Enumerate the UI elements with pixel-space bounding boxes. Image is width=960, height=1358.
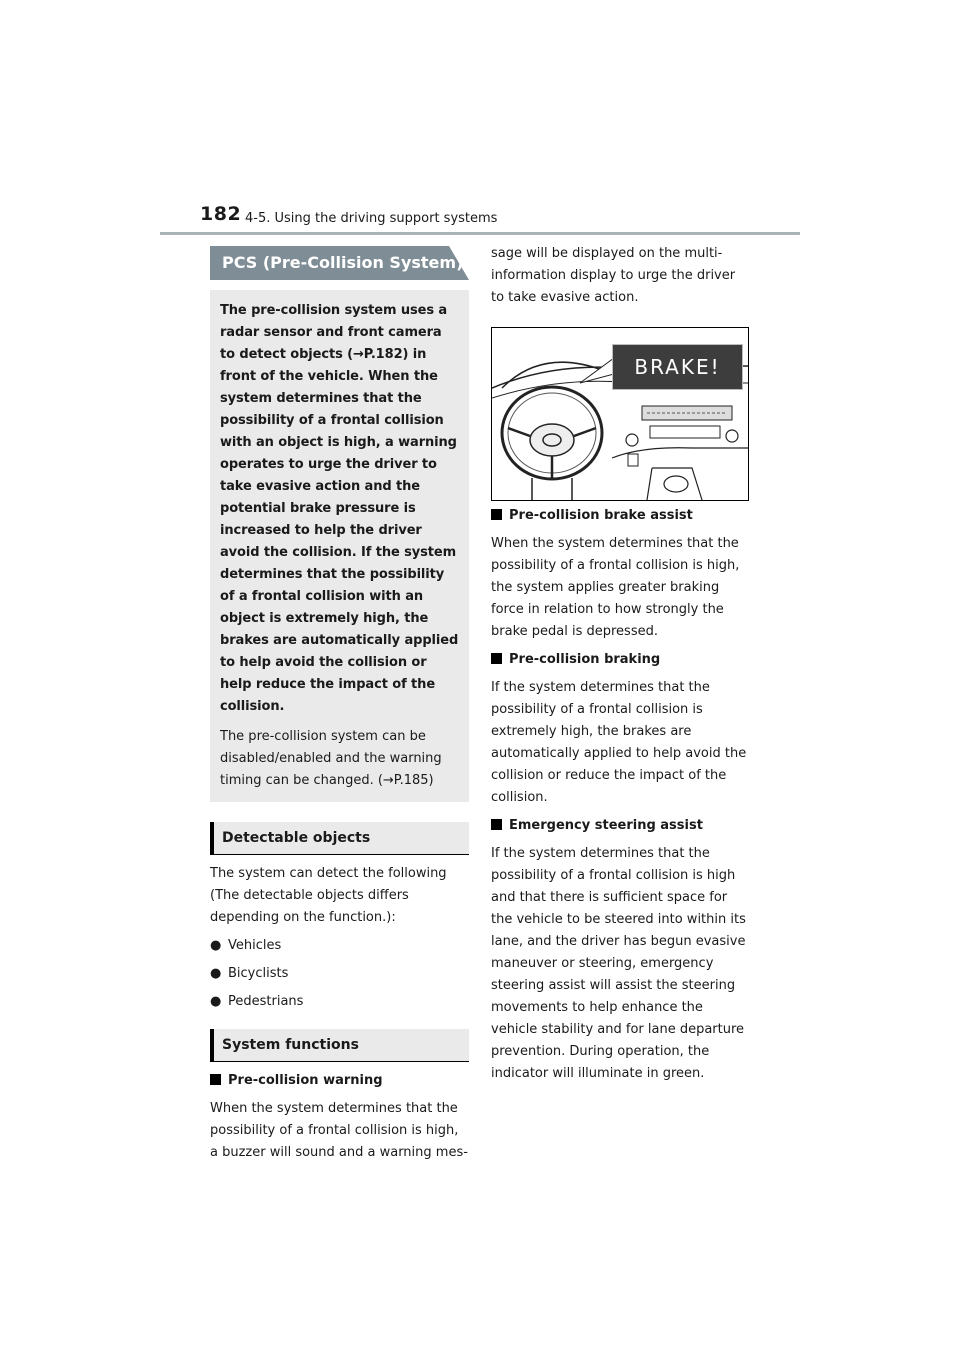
pre-collision-braking-title: Pre-collision braking [491, 649, 749, 671]
list-item: ● Vehicles [210, 935, 469, 957]
pre-collision-warning-text-continued: sage will be displayed on the multi-information display to urge the driver to take evasive action. [491, 246, 736, 305]
list-item: ● Bicyclists [210, 963, 469, 985]
header-rule [160, 232, 800, 235]
bullet-icon: ● [210, 966, 222, 981]
left-column [210, 246, 469, 1164]
brake-warning-label: BRAKE! [612, 344, 743, 390]
bullet-icon: ● [210, 938, 222, 953]
square-bullet-icon [491, 819, 502, 830]
detectable-objects-heading: Detectable objects [210, 822, 469, 855]
emergency-steering-text: If the system determines that the possibility of a frontal collision is high and that there is sufficient space for the vehicle to be steered into within its lane, and the driver has begun evasive maneuver or steering, emergency steering assist will assist the steering movements to help enhance the vehicle stability and for lane departure prevention. During operation, the indicator will illuminate in green. [491, 846, 746, 1081]
detectable-list [210, 935, 469, 1013]
right-column [491, 243, 749, 1085]
system-functions-heading: System functions [210, 1029, 469, 1062]
square-bullet-icon [491, 509, 502, 520]
pre-collision-warning-title: Pre-collision warning [210, 1070, 469, 1092]
brake-assist-title: Pre-collision brake assist [491, 505, 749, 527]
brake-assist-text: When the system determines that the possibility of a frontal collision is high, the system applies greater braking force in relation to how strongly the brake pedal is depressed. [491, 536, 740, 639]
intro-note: The pre-collision system can be disabled/enabled and the warning timing can be changed. (→P.185) [220, 729, 442, 788]
list-item: ● Pedestrians [210, 991, 469, 1013]
intro-box [210, 290, 469, 802]
square-bullet-icon [491, 653, 502, 664]
pre-collision-braking-text: If the system determines that the possibility of a frontal collision is extremely high, the brakes are automatically applied to help avoid the collision or reduce the impact of the collision. [491, 680, 747, 805]
detectable-text: The system can detect the following (The detectable objects differs depending on the function.): [210, 866, 447, 925]
square-bullet-icon [210, 1074, 221, 1085]
intro-text: The pre-collision system uses a radar sensor and front camera to detect objects (→P.182) in front of the vehicle. When the system determines that the possibility of a frontal collision with an object is high, a warning operates to urge the driver to take evasive action and the potential brake pressure is increased to help the driver avoid the collision. If the system determines that the possibility of a frontal collision with an object is extremely high, the brakes are automatically applied to help avoid the collision or help reduce the impact of the collision. [220, 303, 459, 714]
section-header: 4-5. Using the driving support systems [245, 211, 498, 226]
pcs-banner: PCS (Pre-Collision System) [210, 246, 469, 280]
bullet-icon: ● [210, 994, 222, 1009]
dashboard-illustration [491, 327, 749, 501]
pre-collision-warning-text: When the system determines that the possibility of a frontal collision is high, a buzzer will sound and a warning mes- [210, 1101, 468, 1160]
emergency-steering-title: Emergency steering assist [491, 815, 749, 837]
page-number: 182 [200, 203, 242, 225]
